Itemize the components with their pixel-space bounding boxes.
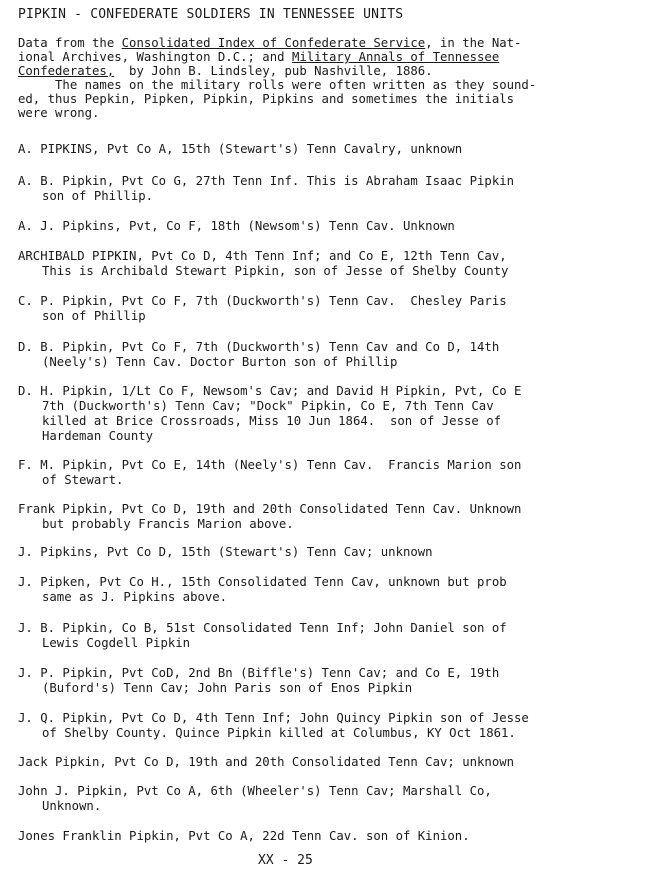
intro-line-4: The names on the military rolls were often written as they sound- bbox=[18, 78, 537, 92]
soldier-entry bbox=[18, 249, 640, 279]
entry-line: This is Archibald Stewart Pipkin, son of Jesse of Shelby County bbox=[42, 264, 509, 278]
entry-line: J. Pipkins, Pvt Co D, 15th (Stewart's) Tenn Cav; unknown bbox=[18, 545, 433, 559]
soldier-entry bbox=[18, 545, 640, 560]
entry-line: J. P. Pipkin, Pvt CoD, 2nd Bn (Biffle's) Tenn Cav; and Co E, 19th bbox=[18, 666, 500, 680]
soldier-entry bbox=[18, 340, 640, 370]
entry-line: John J. Pipkin, Pvt Co A, 6th (Wheeler's) Tenn Cav; Marshall Co, bbox=[18, 784, 492, 798]
entry-line: J. Pipken, Pvt Co H., 15th Consolidated Tenn Cav, unknown but prob bbox=[18, 575, 507, 589]
entry-line: same as J. Pipkins above. bbox=[42, 590, 228, 604]
entry-line: A. PIPKINS, Pvt Co A, 15th (Stewart's) Tenn Cavalry, unknown bbox=[18, 142, 463, 156]
soldier-entry bbox=[18, 174, 640, 204]
page-number: XX - 25 bbox=[258, 853, 313, 868]
entry-line: A. B. Pipkin, Pvt Co G, 27th Tenn Inf. This is Abraham Isaac Pipkin bbox=[18, 174, 515, 188]
soldier-entry bbox=[18, 575, 640, 605]
entry-line: A. J. Pipkins, Pvt, Co F, 18th (Newsom's) Tenn Cav. Unknown bbox=[18, 219, 455, 233]
soldier-entry bbox=[18, 294, 640, 324]
entry-line: of Stewart. bbox=[42, 473, 124, 487]
entry-line: Jack Pipkin, Pvt Co D, 19th and 20th Consolidated Tenn Cav; unknown bbox=[18, 755, 515, 769]
entry-line: son of Phillip. bbox=[42, 189, 154, 203]
soldier-entry bbox=[18, 784, 640, 814]
soldier-entry bbox=[18, 219, 640, 234]
soldier-entry bbox=[18, 829, 640, 844]
soldier-entry bbox=[18, 666, 640, 696]
soldier-entry bbox=[18, 458, 640, 488]
soldier-entry bbox=[18, 142, 640, 157]
entry-line: Frank Pipkin, Pvt Co D, 19th and 20th Consolidated Tenn Cav. Unknown bbox=[18, 502, 522, 516]
source-title-annals: Military Annals of Tennessee bbox=[291, 50, 500, 64]
entry-line: but probably Francis Marion above. bbox=[42, 517, 294, 531]
entry-line: F. M. Pipkin, Pvt Co E, 14th (Neely's) Tenn Cav. Francis Marion son bbox=[18, 458, 522, 472]
entry-line: son of Phillip bbox=[42, 309, 146, 323]
entry-line: J. Q. Pipkin, Pvt Co D, 4th Tenn Inf; John Quincy Pipkin son of Jesse bbox=[18, 711, 529, 725]
intro-paragraph bbox=[18, 36, 640, 120]
intro-line-2 bbox=[18, 50, 640, 64]
entry-line: C. P. Pipkin, Pvt Co F, 7th (Duckworth's) Tenn Cav. Chesley Paris bbox=[18, 294, 507, 308]
entry-line: (Buford's) Tenn Cav; John Paris son of Enos Pipkin bbox=[42, 681, 413, 695]
page-title: PIPKIN - CONFEDERATE SOLDIERS IN TENNESSEE UNITS bbox=[18, 7, 404, 22]
entry-line: of Shelby County. Quince Pipkin killed at Columbus, KY Oct 1861. bbox=[42, 726, 516, 740]
entry-line: Unknown. bbox=[42, 799, 102, 813]
soldier-entry bbox=[18, 711, 640, 741]
intro-line-6: were wrong. bbox=[18, 106, 100, 120]
soldier-entry bbox=[18, 621, 640, 651]
entry-line: D. H. Pipkin, 1/Lt Co F, Newsom's Cav; and David H Pipkin, Pvt, Co E bbox=[18, 384, 522, 398]
entry-line: J. B. Pipkin, Co B, 51st Consolidated Tenn Inf; John Daniel son of bbox=[18, 621, 507, 635]
entry-line: ARCHIBALD PIPKIN, Pvt Co D, 4th Tenn Inf; and Co E, 12th Tenn Cav, bbox=[18, 249, 507, 263]
intro-line-3 bbox=[18, 64, 640, 78]
source-title-annals-cont: Confederates, bbox=[18, 64, 115, 78]
source-title-index: Consolidated Index of Confederate Service bbox=[121, 36, 426, 50]
intro-line-1 bbox=[18, 36, 640, 50]
intro-line-5: ed, thus Pepkin, Pipken, Pipkin, Pipkins and sometimes the initials bbox=[18, 92, 515, 106]
intro-text: , in the Nat- bbox=[425, 36, 522, 50]
entry-line: Jones Franklin Pipkin, Pvt Co A, 22d Tenn Cav. son of Kinion. bbox=[18, 829, 470, 843]
entry-line: Hardeman County bbox=[42, 429, 154, 443]
entry-line: killed at Brice Crossroads, Miss 10 Jun 1864. son of Jesse of bbox=[42, 414, 502, 428]
soldier-entry bbox=[18, 384, 640, 444]
intro-text: by John B. Lindsley, pub Nashville, 1886. bbox=[114, 64, 433, 78]
soldier-entry bbox=[18, 502, 640, 532]
entry-line: Lewis Cogdell Pipkin bbox=[42, 636, 191, 650]
soldier-entry bbox=[18, 755, 640, 770]
intro-text: ional Archives, Washington D.C.; and bbox=[18, 50, 292, 64]
entry-line: 7th (Duckworth's) Tenn Cav; "Dock" Pipkin, Co E, 7th Tenn Cav bbox=[42, 399, 494, 413]
intro-text: Data from the bbox=[18, 36, 122, 50]
entry-line: (Neely's) Tenn Cav. Doctor Burton son of Phillip bbox=[42, 355, 398, 369]
entry-line: D. B. Pipkin, Pvt Co F, 7th (Duckworth's) Tenn Cav and Co D, 14th bbox=[18, 340, 500, 354]
